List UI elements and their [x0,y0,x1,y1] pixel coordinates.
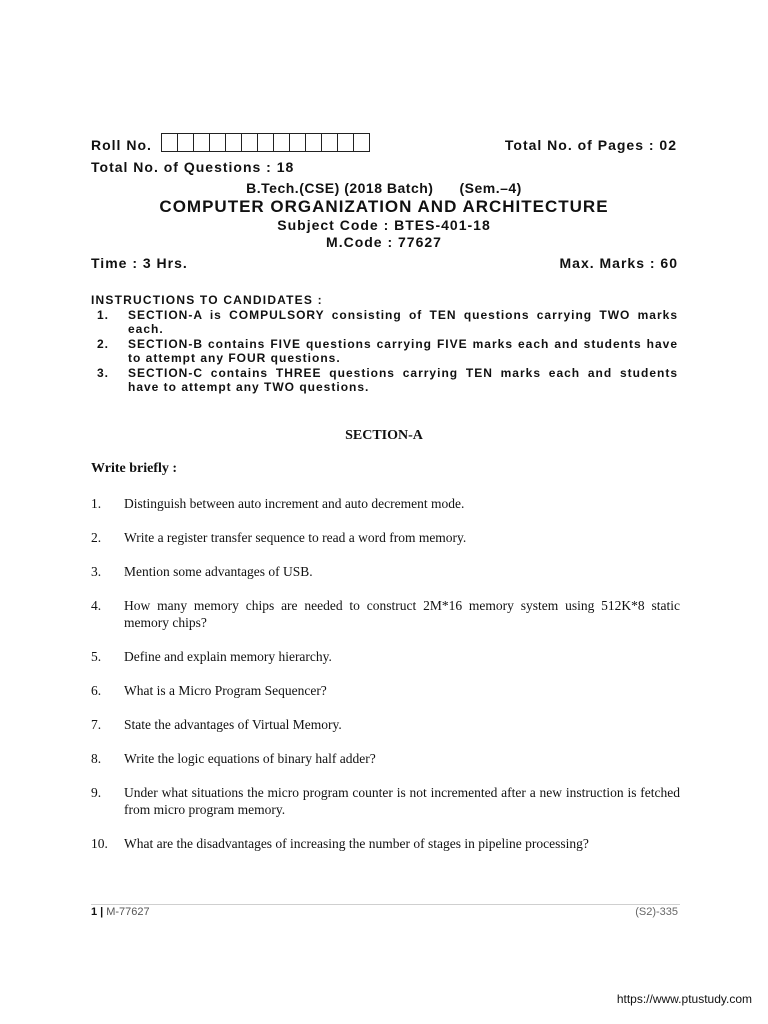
m-code: M.Code : 77627 [326,234,442,250]
roll-number-box [209,133,226,152]
question-number: 10. [91,836,108,851]
course-line [0,180,768,196]
instruction-text: SECTION-B contains FIVE questions carrying FIVE marks each and students have to attempt any FOUR questions. [128,337,678,365]
roll-number-row [91,133,681,155]
question-text: Mention some advantages of USB. [124,564,313,579]
instruction-item [91,309,678,336]
roll-number-box [353,133,370,152]
question-item [91,750,680,767]
roll-number-box [177,133,194,152]
instruction-item [91,367,678,394]
website-watermark[interactable]: https://www.ptustudy.com [616,992,752,1006]
roll-number-box [321,133,338,152]
footer-divider [91,904,680,905]
question-number: 5. [91,649,102,664]
course-name: B.Tech.(CSE) (2018 Batch) [246,180,434,196]
question-text: Define and explain memory hierarchy. [124,649,332,664]
instruction-text: SECTION-C contains THREE questions carrying TEN marks each and students have to attempt any TWO questions. [128,366,678,394]
question-text: Under what situations the micro program counter is not incremented after a new instruction is fetched from micro program memory. [124,785,680,817]
question-number: 6. [91,683,102,698]
max-marks: Max. Marks : 60 [559,255,678,271]
footer-reference: (S2)-335 [635,906,678,918]
roll-number-box [257,133,274,152]
semester: (Sem.–4) [459,180,522,196]
instructions-title: INSTRUCTIONS TO CANDIDATES : [91,293,323,307]
subject-code: Subject Code : BTES-401-18 [277,217,491,233]
question-text: Write a register transfer sequence to read a word from memory. [124,530,467,545]
question-text: What is a Micro Program Sequencer? [124,683,327,698]
question-item [91,495,680,512]
total-pages: Total No. of Pages : 02 [504,137,677,153]
section-a-subtitle: Write briefly : [91,461,178,476]
instruction-number: 2. [97,337,110,351]
question-number: 8. [91,751,102,766]
instruction-number: 3. [97,366,110,380]
roll-number-box [225,133,242,152]
roll-number-box [337,133,354,152]
question-number: 7. [91,717,102,732]
question-text: State the advantages of Virtual Memory. [124,717,342,732]
question-item [91,563,680,580]
instruction-item [91,338,678,365]
roll-number-box [241,133,258,152]
question-text: Write the logic equations of binary half adder? [124,751,376,766]
question-number: 2. [91,530,102,545]
roll-number-box [161,133,178,152]
roll-number-label: Roll No. [91,137,152,153]
question-item [91,597,680,631]
exam-time: Time : 3 Hrs. [91,255,188,271]
roll-number-boxes [161,133,369,152]
question-item [91,716,680,733]
subject-title: COMPUTER ORGANIZATION AND ARCHITECTURE [159,197,609,216]
question-number: 4. [91,598,102,613]
footer-separator: | [100,906,104,918]
question-text: Distinguish between auto increment and auto decrement mode. [124,496,465,511]
footer-left [91,906,150,918]
section-a-title: SECTION-A [345,428,423,443]
question-item [91,784,680,818]
question-number: 3. [91,564,102,579]
page-number: 1 [91,906,98,918]
question-item [91,682,680,699]
instructions-list [91,309,678,396]
question-item [91,529,680,546]
roll-number-box [193,133,210,152]
question-list [91,495,680,852]
question-item [91,835,680,852]
roll-number-box [305,133,322,152]
instruction-text: SECTION-A is COMPULSORY consisting of TEN questions carrying TWO marks each. [128,308,678,336]
total-questions: Total No. of Questions : 18 [91,159,295,175]
footer-mcode: M-77627 [106,906,150,918]
instruction-number: 1. [97,308,110,322]
question-number: 9. [91,785,102,800]
roll-number-box [273,133,290,152]
question-item [91,648,680,665]
question-text: How many memory chips are needed to construct 2M*16 memory system using 512K*8 static memory chips? [124,598,680,630]
question-text: What are the disadvantages of increasing the number of stages in pipeline processing? [124,836,589,851]
roll-number-box [289,133,306,152]
question-number: 1. [91,496,102,511]
